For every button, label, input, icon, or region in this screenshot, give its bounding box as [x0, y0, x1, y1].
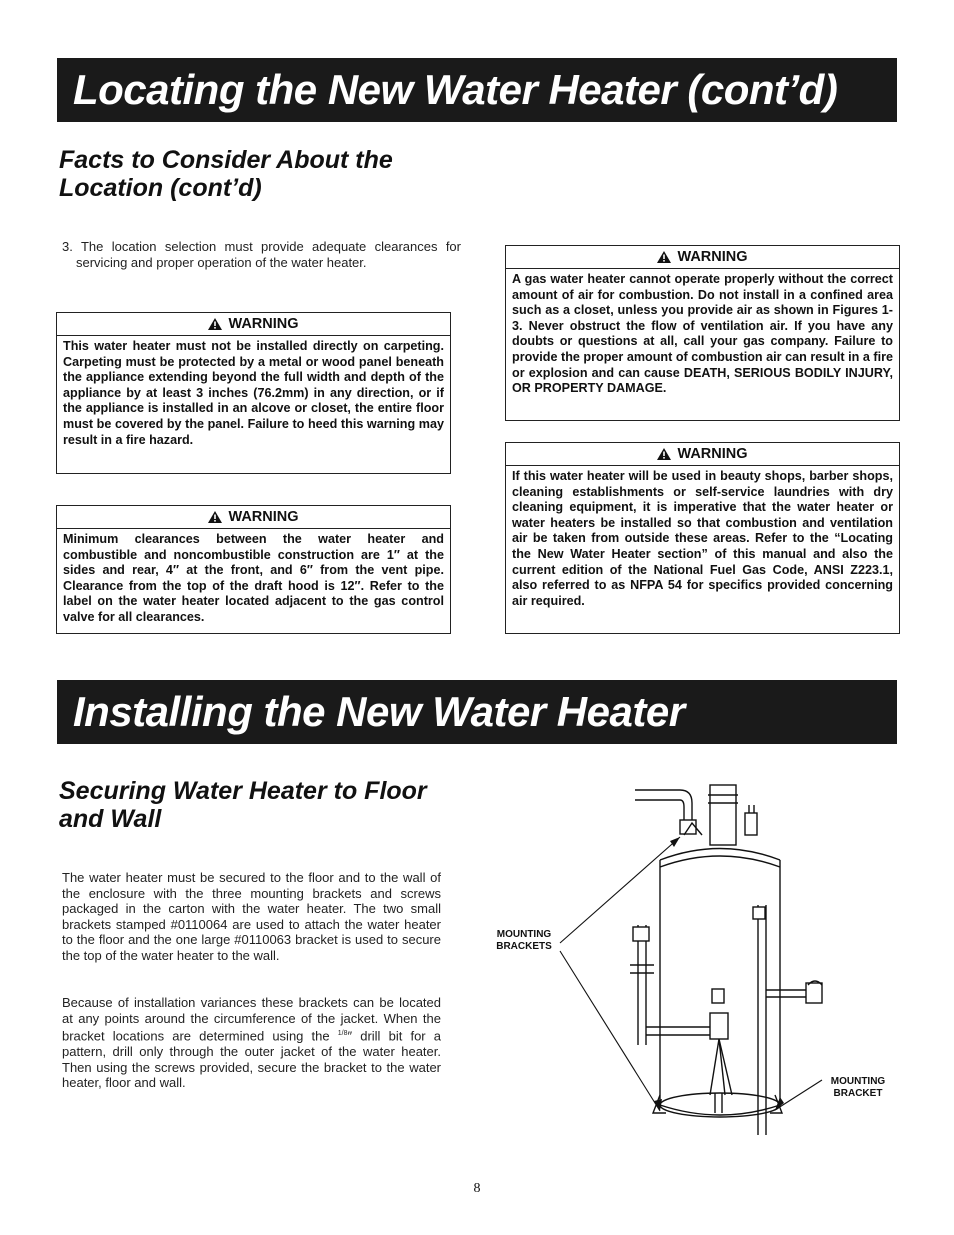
warning-text: Minimum clearances between the water heater and combustible and noncombustible construction are 1″ at the sides and rear, 4″ at the front, and 6″ from the vent pipe. Clearance from the top of the draft hood is 12″. Refer to the label on the water heater located adjacent to the gas control valve for all clearances. [63, 532, 444, 624]
label-line: BRACKETS [496, 941, 552, 952]
warning-box-beauty-shops [505, 442, 900, 634]
subtitle-line: Securing Water Heater to Floor [59, 777, 427, 805]
warning-label: WARNING [228, 316, 299, 332]
warning-triangle-icon [208, 511, 222, 523]
relief-pipe [638, 925, 646, 1045]
hot-pipe [745, 813, 757, 835]
warning-header [57, 313, 450, 336]
gas-line [758, 905, 766, 1135]
warning-header [506, 246, 899, 269]
section-subtitle [59, 777, 427, 833]
tank-top [660, 849, 780, 861]
section-title: Locating the New Water Heater (cont’d) [73, 66, 838, 113]
warning-box-carpeting [56, 312, 451, 474]
list-item-3: 3. The location selection must provide adequate clearances for servicing and proper operation of the water heater. [62, 239, 461, 270]
warning-text: If this water heater will be used in beauty shops, barber shops, cleaning establishments or self-service laundries with dry cleaning equipment, it is imperative that the water heater or water heaters be installed so that combustion and ventilation air be taken from outside these areas. Refer to the “Locating the New Water Heater section” of this manual and also the current edition of the National Fuel Gas Code, ANSI Z223.1, also referred to as NFPA 54 for specifics provided concerning air required. [512, 469, 893, 608]
label-mounting-brackets [480, 929, 568, 953]
warning-label: WARNING [228, 509, 299, 525]
warning-box-combustion-air [505, 245, 900, 421]
vent-pipe [710, 785, 736, 845]
warning-header [506, 443, 899, 466]
warning-label: WARNING [677, 249, 748, 265]
leader-line [560, 837, 680, 943]
warning-triangle-icon [657, 251, 671, 263]
subtitle-line: and Wall [59, 805, 162, 833]
label-line: MOUNTING [830, 1076, 886, 1087]
warning-box-clearances [56, 505, 451, 634]
paragraph-text: Because of installation variances these brackets can be located at any points around the circumference of the jacket. When the bracket locations are determined using the [62, 995, 441, 1044]
paragraph-brackets [62, 995, 441, 1091]
warning-header [57, 506, 450, 529]
section-banner-installing [57, 680, 897, 744]
paragraph-securing: The water heater must be secured to the floor and to the wall of the enclosure with the three mounting brackets and screws packaged in the carton with the water heater. The two small brackets stamped #0110064 are used to attach the water heater to the floor and the one large #0110063 bracket is used to secure the top of the water heater to the wall. [62, 870, 441, 963]
warning-triangle-icon [657, 448, 671, 460]
warning-text: A gas water heater cannot operate properly without the correct amount of air for combustion. Do not install in a confined area such as a closet, unless you provide air as shown in Figures 1-3. Never obstruct the flow of ventilation air. If you have any doubts or questions at all, call your gas company. Failure to provide the proper amount of combustion air can result in a fire or explosion and can cause DEATH, SERIOUS BODILY INJURY, OR PROPERTY DAMAGE. [512, 272, 893, 396]
label-line: BRACKET [833, 1088, 883, 1099]
leader-line [560, 951, 660, 1111]
label-mounting-bracket [815, 1076, 901, 1100]
fraction: 1/8 [337, 1030, 348, 1038]
section-banner-locating [57, 58, 897, 122]
section-subtitle [59, 146, 393, 202]
paragraph-text: ″ drill bit for a pattern, drill only through the outer jacket of the water heater. Then using the screws provided, secure the bracket to the water heater, floor and wall. [62, 1028, 441, 1091]
warning-text: This water heater must not be installed directly on carpeting. Carpeting must be protected by a metal or wood panel beneath the appliance extending beyond the full width and depth of the appliance by at least 3 inches (76.2mm) in any direction, or if the appliance is installed in an alcove or closet, the entire floor must be covered by the panel. Failure to heed this warning may result in a fire hazard. [63, 339, 444, 447]
tank-jacket [660, 860, 780, 1115]
gas-control-valve [710, 1013, 728, 1039]
subtitle-line: Facts to Consider About the [59, 146, 393, 174]
arrowhead-icon [670, 837, 680, 847]
subtitle-line: Location (cont’d) [59, 174, 262, 202]
warning-label: WARNING [677, 446, 748, 462]
warning-triangle-icon [208, 318, 222, 330]
section-title: Installing the New Water Heater [73, 688, 685, 735]
label-line: MOUNTING [496, 929, 552, 940]
page-number: 8 [473, 1181, 481, 1196]
